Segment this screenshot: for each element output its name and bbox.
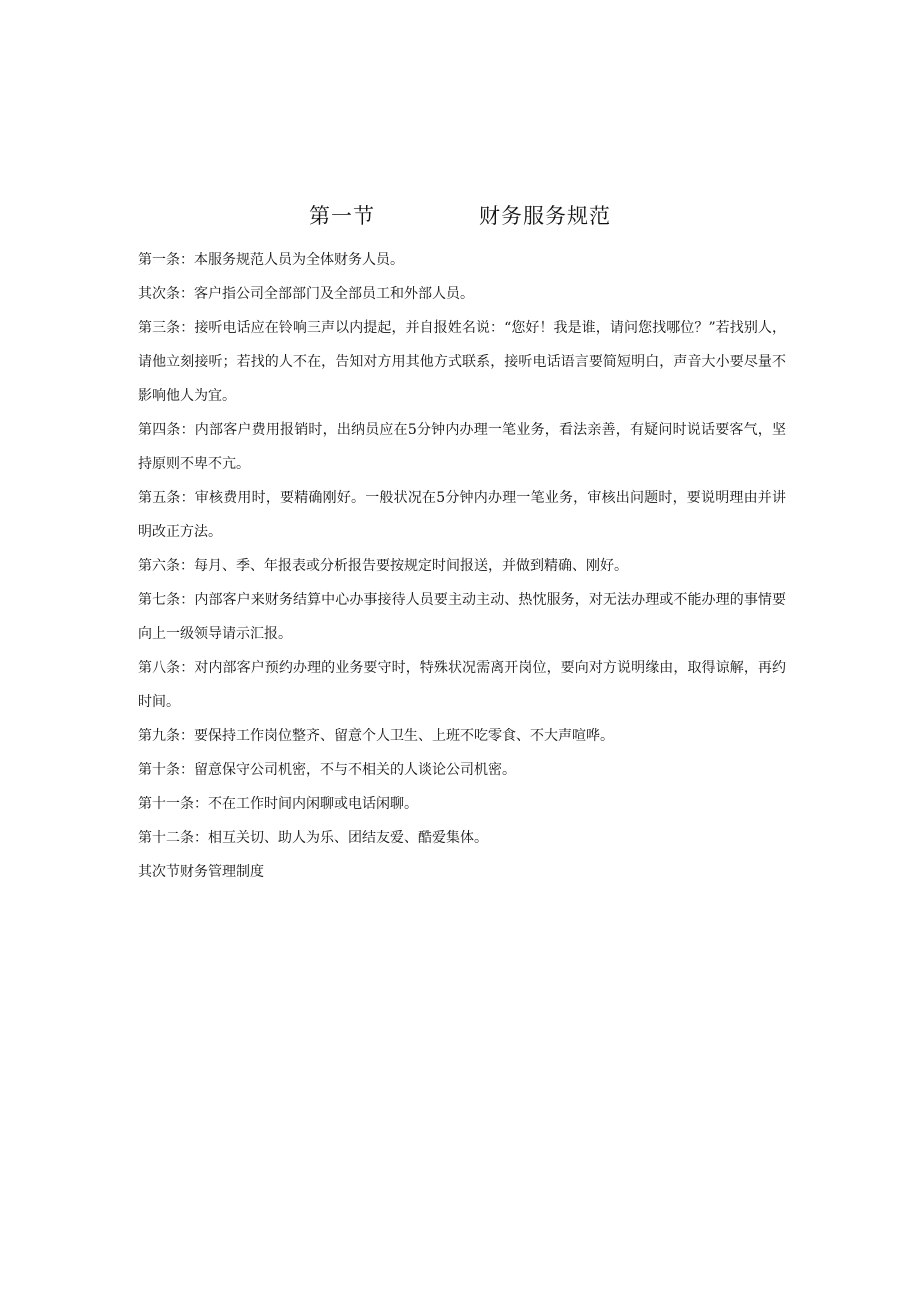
document-body xyxy=(138,243,786,889)
article-9: 第九条：要保持工作岗位整齐、留意个人卫生、上班不吃零食、不大声喧哗。 xyxy=(138,728,614,744)
article-10: 第十条：留意保守公司机密，不与不相关的人谈论公司机密。 xyxy=(138,762,516,778)
section-title xyxy=(0,200,920,232)
next-section-heading: 其次节财务管理制度 xyxy=(138,864,264,880)
article-3: 第三条：接听电话应在铃响三声以内提起，并自报姓名说：“您好！我是谁，请问您找哪位？”若找别人，请他立刻接听；若找的人不在，告知对方用其他方式联系，接听电话语言要简短明白，声音大小要尽量不影响他人为宜。 xyxy=(138,320,786,404)
section-number: 第一节 xyxy=(309,204,375,228)
article-5: 第五条：审核费用时，要精确刚好。一般状况在5分钟内办理一笔业务，审核出问题时，要说明理由并讲明改正方法。 xyxy=(138,490,786,540)
article-11: 第十一条：不在工作时间内闲聊或电话闲聊。 xyxy=(138,796,418,812)
article-1: 第一条：本服务规范人员为全体财务人员。 xyxy=(138,252,404,268)
article-12: 第十二条：相互关切、助人为乐、团结友爱、酷爱集体。 xyxy=(138,830,488,846)
article-7: 第七条：内部客户来财务结算中心办事接待人员要主动主动、热忱服务，对无法办理或不能办理的事情要向上一级领导请示汇报。 xyxy=(138,592,786,642)
article-4: 第四条：内部客户费用报销时，出纳员应在5分钟内办理一笔业务，看法亲善，有疑问时说话要客气，坚持原则不卑不亢。 xyxy=(138,422,786,472)
section-heading: 财务服务规范 xyxy=(479,204,611,228)
article-8: 第八条：对内部客户预约办理的业务要守时，特殊状况需离开岗位，要向对方说明缘由，取得谅解，再约时间。 xyxy=(138,660,786,710)
article-6: 第六条：每月、季、年报表或分析报告要按规定时间报送，并做到精确、刚好。 xyxy=(138,558,628,574)
article-2: 其次条：客户指公司全部部门及全部员工和外部人员。 xyxy=(138,286,474,302)
